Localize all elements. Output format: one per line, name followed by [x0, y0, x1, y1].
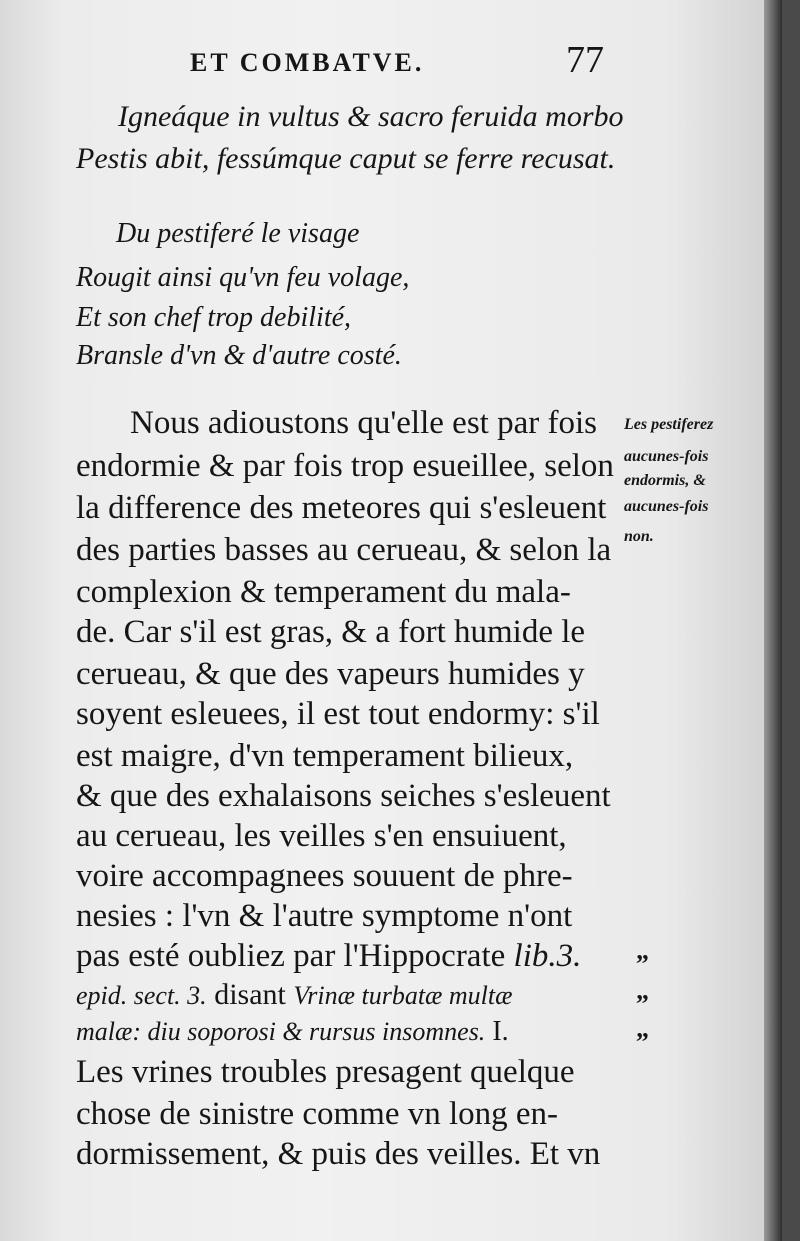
paragraph-line-1: Nous adioustons qu'elle est par fois: [130, 405, 597, 441]
latin-line-1: Igneáque in vultus & sacro feruida morbo: [118, 100, 624, 133]
citation-latin-a: Vrinæ turbatæ multæ: [293, 981, 513, 1010]
paragraph-line-14-text: pas esté oubliez par l'Hippocrate: [76, 938, 506, 974]
paragraph-end-line-2: chose de sinistre comme vn long en-: [76, 1096, 559, 1132]
page-edge-shadow: [764, 0, 782, 1241]
paragraph-line-3: la difference des meteores qui s'esleuent: [76, 490, 607, 526]
citation-book: lib.3.: [513, 938, 582, 974]
citation-ref: epid. sect. 3.: [76, 981, 207, 1010]
margin-note-line-3: endormis, &: [624, 472, 706, 489]
paragraph-line-6: de. Car s'il est gras, & a fort humide le: [76, 614, 586, 650]
quote-mark-2: „: [636, 976, 649, 1005]
verse-line-2: Rougit ainsi qu'vn feu volage,: [76, 262, 410, 293]
quote-mark-3: „: [636, 1014, 649, 1043]
citation-verb: disant: [214, 978, 286, 1011]
paragraph-line-13: nesies : l'vn & l'autre symptome n'ont: [76, 898, 573, 934]
paragraph-line-4: des parties basses au cerueau, & selon la: [76, 532, 612, 568]
margin-note-line-5: non.: [624, 528, 654, 545]
running-header: [0, 38, 782, 88]
margin-note-line-4: aucunes-fois: [624, 498, 709, 515]
paragraph-line-14: [76, 938, 581, 975]
page-number: 77: [566, 39, 604, 81]
paragraph-line-8: soyent esleuees, il est tout endormy: s'il: [76, 696, 600, 732]
citation-line-2: [76, 1016, 509, 1048]
verse-line-3: Et son chef trop debilité,: [76, 302, 352, 333]
citation-latin-b: malæ: diu soporosi & rursus insomnes.: [76, 1017, 486, 1046]
citation-number: I.: [492, 1016, 509, 1047]
paragraph-line-7: cerueau, & que des vapeurs humides y: [76, 656, 585, 692]
citation-line: [76, 978, 512, 1012]
verse-line-1: Du pestiferé le visage: [116, 218, 360, 249]
margin-note-line-1: Les pestiferez: [624, 416, 714, 433]
paragraph-line-12: voire accompagnees souuent de phre-: [76, 858, 573, 894]
paragraph-end-line-3: dormissement, & puis des veilles. Et vn: [76, 1136, 601, 1172]
paragraph-line-5: complexion & temperament du mala-: [76, 574, 571, 610]
paragraph-line-10: & que des exhalaisons seiches s'esleuent: [76, 778, 611, 814]
running-title: ET COMBATVE.: [190, 48, 425, 77]
paragraph-line-9: est maigre, d'vn temperament bilieux,: [76, 738, 574, 774]
verse-line-4: Bransle d'vn & d'autre costé.: [76, 340, 402, 371]
latin-line-2: Pestis abit, fessúmque caput se ferre recusat.: [76, 142, 616, 175]
paragraph-line-11: au cerueau, les veilles s'en ensuiuent,: [76, 818, 567, 854]
paragraph-line-2: endormie & par fois trop esueillee, selon: [76, 448, 614, 484]
quote-mark-1: „: [636, 936, 649, 965]
paragraph-end-line-1: Les vrines troubles presagent quelque: [76, 1054, 575, 1090]
margin-note-line-2: aucunes-fois: [624, 448, 709, 465]
